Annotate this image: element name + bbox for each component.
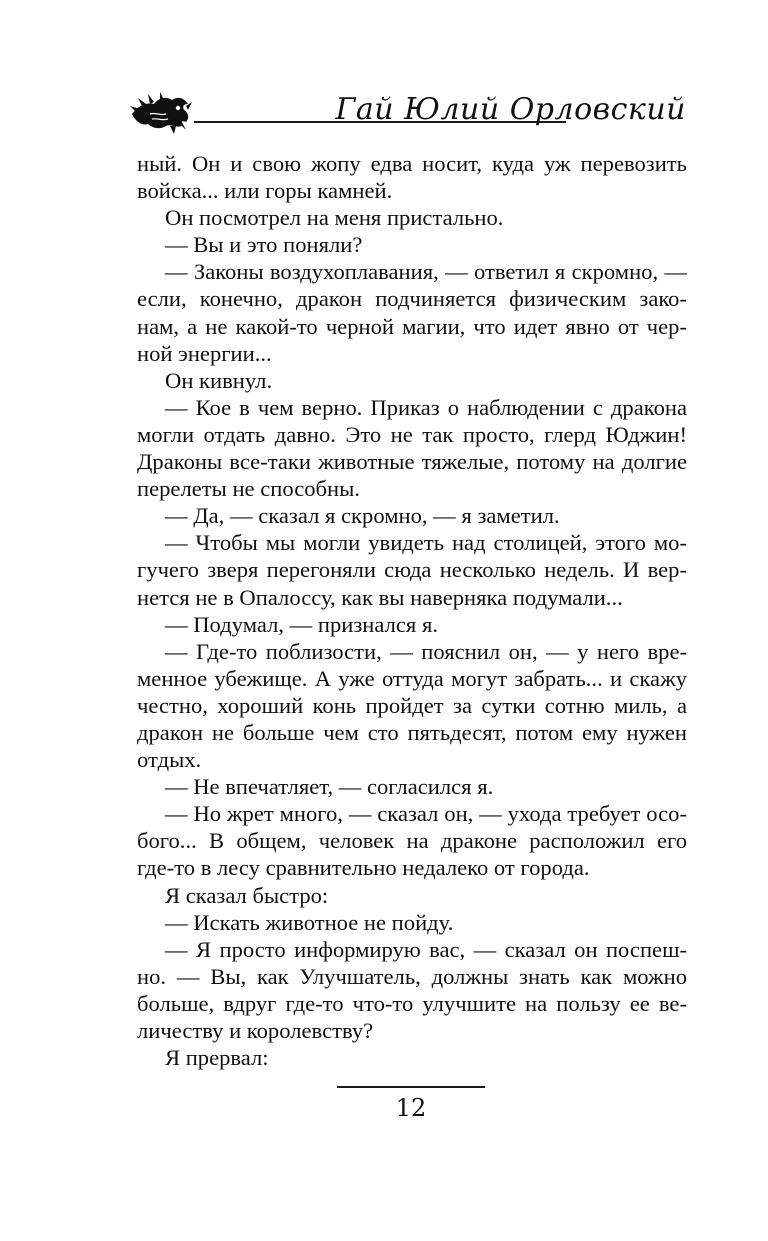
text-line: могли отдать давно. Это не так просто, глерд Юджин! [137,421,687,447]
text-line: — Я просто информирую вас, — сказал он поспеш- [165,936,687,962]
text-line: нам, а не какой-то черной магии, что идет явно от чер- [137,313,687,339]
text-line: личеству и королевству? [137,1018,374,1043]
text-line: — Чтобы мы могли увидеть над столицей, этого мо- [165,530,687,556]
page-number: 12 [395,1094,427,1122]
text-line: — Законы воздухоплавания, — ответил я скромно, — [165,259,687,285]
text-line: гучего зверя перегоняли сюда несколько недель. И вер- [137,557,687,583]
text-line: Я сказал быстро: [165,882,329,908]
text-line: нется не в Опалоссу, как вы наверняка подумали... [137,584,623,610]
text-line: войска... или горы камней. [137,178,393,204]
text-line: если, конечно, дракон подчиняется физическим зако- [137,286,687,312]
text-line: где-то в лесу сравнительно недалеко от города. [137,855,590,881]
text-line: отдых. [137,747,202,773]
text-line: бого... В общем, человек на драконе расположил его [137,828,687,854]
text-line: — Не впечатляет, — согласился я. [165,774,494,800]
running-header [130,88,690,138]
text-line: честно, хороший конь пройдет за сутки сотню миль, а [137,692,687,718]
text-line: но. — Вы, как Улучшатель, должны знать как можно [137,963,687,989]
text-line: ный. Он и свою жопу едва носит, куда уж перевозить [137,151,687,176]
text-line: — Искать животное не пойду. [165,909,454,935]
text-line: — Подумал, — признался я. [165,611,438,637]
text-line: Драконы все-таки животные тяжелые, потому на долгие [137,449,687,475]
text-line: — Да, — сказал я скромно, — я заметил. [165,503,560,529]
text-line: Он кивнул. [165,367,273,393]
author-name: Гай Юлий Орловский [335,92,686,127]
text-line: — Где-то поблизости, — пояснил он, — у него вре- [165,638,687,664]
body-text [137,150,687,1071]
text-line: перелеты не способны. [137,476,360,502]
dragon-icon [130,92,192,134]
text-line: менное убежище. А уже оттуда могут забрать... и скажу [137,665,687,691]
text-line: дракон не больше чем сто пятьдесят, потом ему нужен [137,719,687,745]
text-line: — Но жрет много, — сказал он, — ухода требует осо- [165,801,687,827]
footer-rule [337,1086,485,1088]
text-line: больше, вдруг где-то что-то улучшите на пользу ее ве- [137,990,687,1016]
text-line: Я прервал: [165,1045,269,1071]
text-line: ной энергии... [137,340,272,366]
text-line: Он посмотрел на меня пристально. [165,205,504,231]
text-line: — Вы и это поняли? [165,232,363,258]
text-line: — Кое в чем верно. Приказ о наблюдении с дракона [165,394,687,420]
